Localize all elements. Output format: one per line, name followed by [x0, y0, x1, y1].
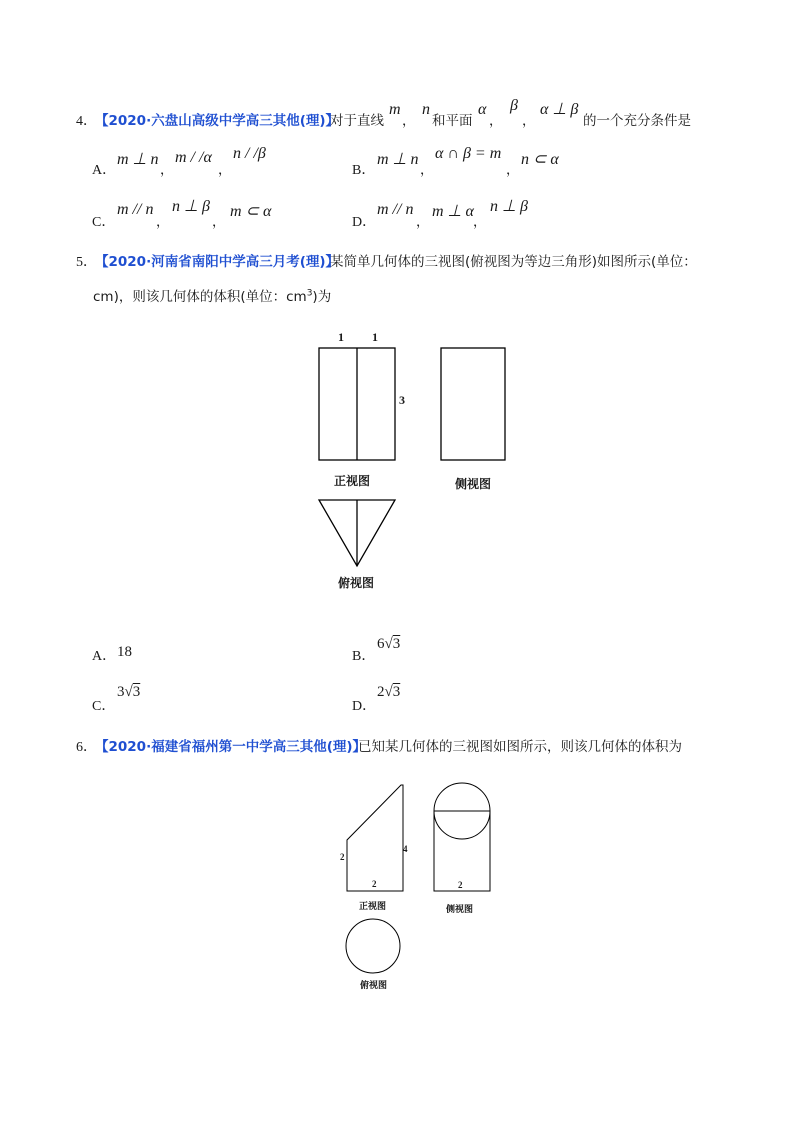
option-d-label: D． [352, 215, 377, 230]
option-a-value: 18 [117, 644, 132, 660]
q6-dim-left: 2 [340, 852, 345, 862]
q5-side-view-label: 侧视图 [455, 477, 492, 491]
q5-dim-left-width: 1 [338, 330, 344, 344]
comma: ， [489, 113, 503, 129]
option-c-label: C． [92, 215, 116, 230]
q6-side-view-rect [434, 811, 490, 891]
comma: ， [522, 113, 536, 129]
comma: ， [218, 162, 232, 178]
q5-dim-right-width: 1 [372, 330, 378, 344]
option-d-expr2: m ⊥ α [432, 203, 474, 220]
option-c-label: C． [92, 699, 116, 714]
math-m: m [389, 101, 401, 118]
q6-dim-bottom: 2 [372, 879, 377, 889]
comma: ， [156, 214, 170, 230]
option-b-expr3: n ⊂ α [521, 151, 559, 168]
option-b-expr1: m ⊥ n [377, 151, 419, 168]
question-6-number: 6． [76, 740, 97, 755]
option-b-label: B． [352, 163, 376, 178]
option-c-value: 3√3 [117, 684, 141, 700]
question-4-source: 【2020·六盘山高级中学高三其他(理)】 [95, 113, 340, 129]
option-d-label: D． [352, 699, 377, 714]
q5-top-view-label: 俯视图 [338, 576, 375, 590]
question-4-stem-part1: 对于直线 [330, 113, 384, 129]
q5-side-view-rect [441, 348, 505, 460]
math-alpha: α [478, 101, 487, 118]
question-4-stem-part3: 的一个充分条件是 [583, 113, 691, 129]
math-alpha-perp-beta: α ⊥ β [540, 101, 579, 118]
q6-top-view-label: 俯视图 [360, 981, 388, 991]
question-5-number: 5． [76, 255, 97, 270]
option-a-label: A． [92, 163, 117, 178]
question-4-stem-part2: 和平面 [432, 113, 473, 129]
q6-dim-right: 4 [403, 844, 408, 854]
option-a-expr2: m / /α [175, 149, 212, 166]
comma: ， [506, 162, 520, 178]
comma: ， [402, 113, 416, 129]
math-n: n [422, 101, 430, 118]
option-b-label: B． [352, 649, 376, 664]
option-c-expr3: m ⊂ α [230, 203, 272, 220]
math-beta: β [510, 97, 518, 114]
q6-side-dim-bottom: 2 [458, 880, 463, 890]
comma: ， [160, 162, 174, 178]
option-c-expr2: n ⊥ β [172, 198, 210, 215]
comma: ， [420, 162, 434, 178]
question-6-stem: 已知某几何体的三视图如图所示，则该几何体的体积为 [358, 739, 682, 755]
option-b-value: 6√3 [377, 636, 401, 652]
question-5-stem-line2: cm)，则该几何体的体积(单位：$cm^3$)为 [93, 288, 332, 305]
q6-side-view-label: 侧视图 [446, 905, 474, 915]
option-a-expr1: m ⊥ n [117, 151, 159, 168]
option-a-label: A． [92, 649, 117, 664]
q6-front-view-shape [347, 785, 403, 891]
q6-front-view-label: 正视图 [359, 902, 387, 912]
option-d-value: 2√3 [377, 684, 401, 700]
q6-top-view-circle [346, 919, 400, 973]
comma: ， [473, 214, 487, 230]
q5-dim-height: 3 [399, 393, 405, 407]
option-d-expr1: m // n [377, 201, 414, 218]
option-d-expr3: n ⊥ β [490, 198, 528, 215]
option-b-expr2: α ∩ β = m [435, 145, 502, 162]
option-a-expr3: n / /β [233, 145, 266, 162]
question-5-source: 【2020·河南省南阳中学高三月考(理)】 [95, 254, 340, 270]
q5-front-view-label: 正视图 [334, 474, 371, 488]
question-6-source: 【2020·福建省福州第一中学高三其他(理)】 [95, 739, 367, 755]
comma: ， [416, 214, 430, 230]
question-4-number: 4． [76, 114, 97, 129]
question-5-stem-line1: 某简单几何体的三视图(俯视图为等边三角形)如图所示(单位： [330, 254, 697, 270]
comma: ， [212, 214, 226, 230]
option-c-expr1: m // n [117, 201, 154, 218]
